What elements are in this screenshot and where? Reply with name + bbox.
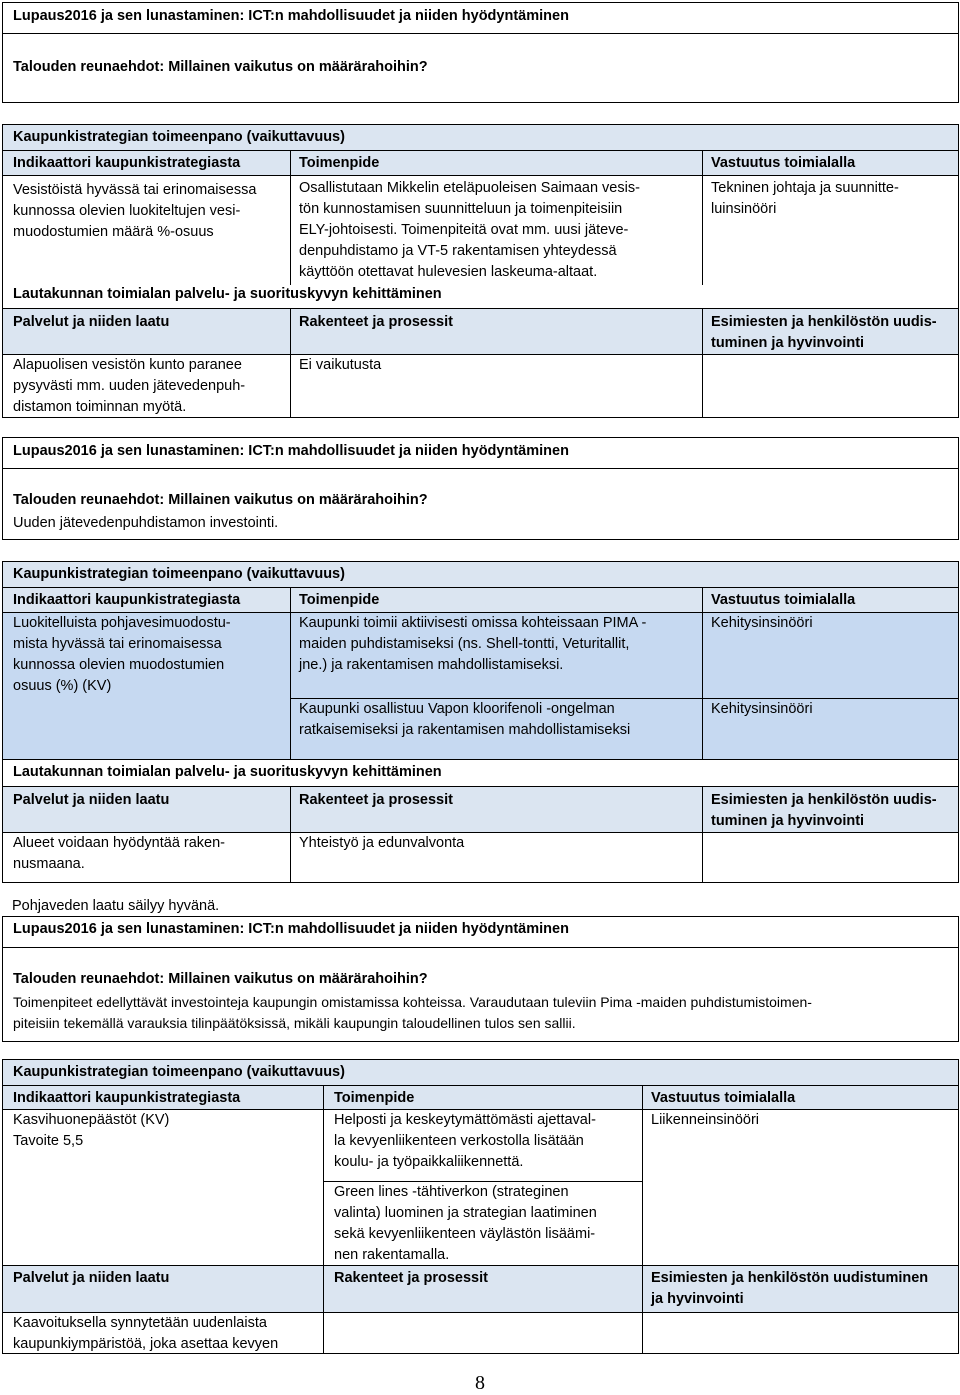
s1-action-cell bbox=[290, 175, 702, 285]
s1-lupaus-title: Lupaus2016 ja sen lunastaminen: ICT:n mahdollisuudet ja niiden hyödyntäminen bbox=[13, 8, 569, 24]
s3-talous-title: Talouden reunaehdot: Millainen vaikutus on määrärahoihin? bbox=[13, 971, 428, 987]
s2-action1-line-3: jne.) ja rakentamisen mahdollistamiseksi. bbox=[299, 657, 564, 673]
s3-services-cell bbox=[3, 1312, 323, 1353]
s2-lupaus-box bbox=[2, 437, 959, 540]
s1-lautakunta-title: Lautakunnan toimialan palvelu- ja suorituskyvyn kehittäminen bbox=[13, 286, 442, 302]
s3-strategy-box bbox=[2, 1059, 959, 1354]
s2-divider bbox=[3, 468, 958, 469]
s1-col-responsibility: Vastuutus toimialalla bbox=[702, 150, 958, 175]
s3-col-structures: Rakenteet ja prosessit bbox=[323, 1265, 642, 1312]
s2-talous-title: Talouden reunaehdot: Millainen vaikutus on määrärahoihin? bbox=[13, 492, 428, 508]
s1-talous-title: Talouden reunaehdot: Millainen vaikutus on määrärahoihin? bbox=[13, 59, 428, 75]
s3-divider bbox=[3, 947, 958, 948]
s3-responsibility1-cell: Liikenneinsinööri bbox=[642, 1109, 958, 1265]
s2-col-action: Toimenpide bbox=[290, 587, 702, 612]
s1-action-line-3: ELY-johtoisesti. Toimenpiteitä ovat mm. uusi jäteve- bbox=[299, 222, 629, 238]
s1-col-leaders-line-2: tuminen ja hyvinvointi bbox=[711, 335, 865, 351]
s3-col-leaders-line-2: ja hyvinvointi bbox=[651, 1291, 744, 1307]
s3-action2-line-4: nen rakentamalla. bbox=[334, 1247, 450, 1263]
s1-services-line-1: Alapuolisen vesistön kunto paranee bbox=[13, 357, 242, 373]
s2-action1-line-1: Kaupunki toimii aktiivisesti omissa kohteissaan PIMA - bbox=[299, 615, 647, 631]
s1-lupaus-box bbox=[2, 2, 959, 103]
s1-indicator-line-1: Vesistöistä hyvässä tai erinomaisessa bbox=[13, 182, 257, 198]
s1-services-cell bbox=[3, 354, 290, 417]
s2-col-responsibility: Vastuutus toimialalla bbox=[702, 587, 958, 612]
s2-leaders-cell bbox=[702, 832, 958, 882]
s2-structures-cell: Yhteistyö ja edunvalvonta bbox=[290, 832, 702, 882]
s2-indicator-line-3: kunnossa olevien muodostumien bbox=[13, 657, 225, 673]
s1-divider bbox=[3, 33, 958, 34]
s1-services-line-3: distamon toiminnan myötä. bbox=[13, 399, 187, 415]
s3-services-line-1: Kaavoituksella synnytetään uudenlaista bbox=[13, 1315, 267, 1331]
s3-action1-line-2: la kevyenliikenteen verkostolla lisätään bbox=[334, 1133, 584, 1149]
s3-action2-line-3: sekä kevyenliikenteen väylästön lisäämi- bbox=[334, 1226, 596, 1242]
s3-structures-cell bbox=[323, 1312, 642, 1353]
s2-indicator-cell bbox=[3, 612, 290, 759]
s2-action2-line-2: ratkaisemiseksi ja rakentamisen mahdollistamiseksi bbox=[299, 722, 631, 738]
s1-col-indicator: Indikaattori kaupunkistrategiasta bbox=[3, 150, 290, 175]
s3-action1-line-3: koulu- ja työpaikkaliikennettä. bbox=[334, 1154, 524, 1170]
s1-col-structures: Rakenteet ja prosessit bbox=[290, 308, 702, 354]
s3-action2-cell bbox=[323, 1181, 642, 1265]
s2-lautakunta-title: Lautakunnan toimialan palvelu- ja suorituskyvyn kehittäminen bbox=[3, 759, 958, 785]
s3-lupaus-box bbox=[2, 916, 959, 1042]
s2-services-line-1: Alueet voidaan hyödyntää raken- bbox=[13, 835, 226, 851]
s2-services-cell bbox=[3, 832, 290, 882]
s1-strategy-box bbox=[2, 124, 959, 418]
s2-indicator-line-4: osuus (%) (KV) bbox=[13, 678, 112, 694]
s2-indicator-line-1: Luokitelluista pohjavesimuodostu- bbox=[13, 615, 231, 631]
s1-action-line-4: denpuhdistamo ja VT-5 rakentamisen yhteydessä bbox=[299, 243, 617, 259]
s3-col-indicator: Indikaattori kaupunkistrategiasta bbox=[3, 1085, 323, 1109]
s3-col-responsibility: Vastuutus toimialalla bbox=[642, 1085, 958, 1109]
s2-col-leaders-line-2: tuminen ja hyvinvointi bbox=[711, 813, 865, 829]
s2-action1-cell bbox=[290, 612, 702, 698]
s3-lupaus-title: Lupaus2016 ja sen lunastaminen: ICT:n mahdollisuudet ja niiden hyödyntäminen bbox=[13, 921, 569, 937]
s1-col-services: Palvelut ja niiden laatu bbox=[3, 308, 290, 354]
s2-responsibility2-cell: Kehitysinsinööri bbox=[702, 698, 958, 759]
s3-col-leaders-line-1: Esimiesten ja henkilöstön uudistuminen bbox=[651, 1270, 929, 1286]
s2-strategy-title: Kaupunkistrategian toimeenpano (vaikuttavuus) bbox=[3, 562, 958, 587]
s2-action1-line-2: maiden puhdistamiseksi (ns. Shell-tontti, Veturitallit, bbox=[299, 636, 630, 652]
s3-action1-line-1: Helposti ja keskeytymättömästi ajettaval- bbox=[334, 1112, 596, 1128]
s3-indicator-line-2: Tavoite 5,5 bbox=[13, 1133, 84, 1149]
page-number: 8 bbox=[475, 1372, 485, 1394]
s3-talous-line-2: piteisiin tekemällä varauksia tilinpäätöksissä, mikäli kaupungin taloudellinen tulos sen sallii. bbox=[13, 1015, 576, 1031]
s1-responsibility-line-1: Tekninen johtaja ja suunnitte- bbox=[711, 180, 899, 196]
s1-indicator-line-2: kunnossa olevien luokiteltujen vesi- bbox=[13, 203, 241, 219]
s3-talous-line-1: Toimenpiteet edellyttävät investointeja kaupungin omistamissa kohteissa. Varaudutaan tuleviin Pima -maiden puhdistumistoimen- bbox=[13, 994, 812, 1010]
s1-leaders-cell bbox=[702, 354, 958, 417]
s1-action-line-5: käyttöön otettavat hulevesien laskeuma-altaat. bbox=[299, 264, 598, 280]
s2-services-line-2: nusmaana. bbox=[13, 856, 85, 872]
s2-indicator-line-2: mista hyvässä tai erinomaisessa bbox=[13, 636, 222, 652]
s2-col-structures: Rakenteet ja prosessit bbox=[290, 786, 702, 832]
s3-services-line-2: kaupunkiympäristöä, joka asettaa kevyen bbox=[13, 1336, 279, 1352]
s2-talous-text: Uuden jätevedenpuhdistamon investointi. bbox=[13, 515, 279, 531]
s3-col-services: Palvelut ja niiden laatu bbox=[3, 1265, 323, 1312]
s2-col-indicator: Indikaattori kaupunkistrategiasta bbox=[3, 587, 290, 612]
s1-col-leaders bbox=[702, 308, 958, 354]
s3-indicator-cell bbox=[3, 1109, 323, 1265]
s1-action-line-2: tön kunnostamisen suunnitteluun ja toimenpiteisiin bbox=[299, 201, 623, 217]
s2-col-leaders bbox=[702, 786, 958, 832]
s3-col-action: Toimenpide bbox=[323, 1085, 642, 1109]
s1-indicator-cell bbox=[3, 175, 290, 285]
s1-responsibility-line-2: luinsinööri bbox=[711, 201, 777, 217]
s3-talous-text bbox=[5, 992, 955, 1034]
s1-indicator-line-3: muodostumien määrä %-osuus bbox=[13, 224, 214, 240]
s3-indicator-line-1: Kasvihuonepäästöt (KV) bbox=[13, 1112, 170, 1128]
s2-responsibility1-cell: Kehitysinsinööri bbox=[702, 612, 958, 698]
s1-col-leaders-line-1: Esimiesten ja henkilöstön uudis- bbox=[711, 314, 937, 330]
s1-action-line-1: Osallistutaan Mikkelin eteläpuoleisen Saimaan vesis- bbox=[299, 180, 640, 196]
s3-action1-cell bbox=[323, 1109, 642, 1181]
s1-structures-cell: Ei vaikutusta bbox=[290, 354, 702, 417]
s1-responsibility-cell bbox=[702, 175, 958, 285]
s2-lupaus-title: Lupaus2016 ja sen lunastaminen: ICT:n mahdollisuudet ja niiden hyödyntäminen bbox=[13, 443, 569, 459]
s3-action2-line-2: valinta) luominen ja strategian laatiminen bbox=[334, 1205, 597, 1221]
s2-action2-line-1: Kaupunki osallistuu Vapon kloorifenoli -ongelman bbox=[299, 701, 615, 717]
s1-strategy-title: Kaupunkistrategian toimeenpano (vaikuttavuus) bbox=[3, 125, 958, 150]
s1-services-line-2: pysyvästi mm. uuden jätevedenpuh- bbox=[13, 378, 246, 394]
s3-strategy-title: Kaupunkistrategian toimeenpano (vaikuttavuus) bbox=[3, 1060, 958, 1085]
s2-strategy-box bbox=[2, 561, 959, 883]
s2-services-extra: Pohjaveden laatu säilyy hyvänä. bbox=[12, 898, 220, 914]
s2-col-leaders-line-1: Esimiesten ja henkilöstön uudis- bbox=[711, 792, 937, 808]
s1-col-action: Toimenpide bbox=[290, 150, 702, 175]
s2-action2-cell bbox=[290, 698, 702, 759]
s3-action2-line-1: Green lines -tähtiverkon (strateginen bbox=[334, 1184, 569, 1200]
s3-col-leaders bbox=[642, 1265, 958, 1312]
s2-col-services: Palvelut ja niiden laatu bbox=[3, 786, 290, 832]
s3-leaders-cell bbox=[642, 1312, 958, 1353]
